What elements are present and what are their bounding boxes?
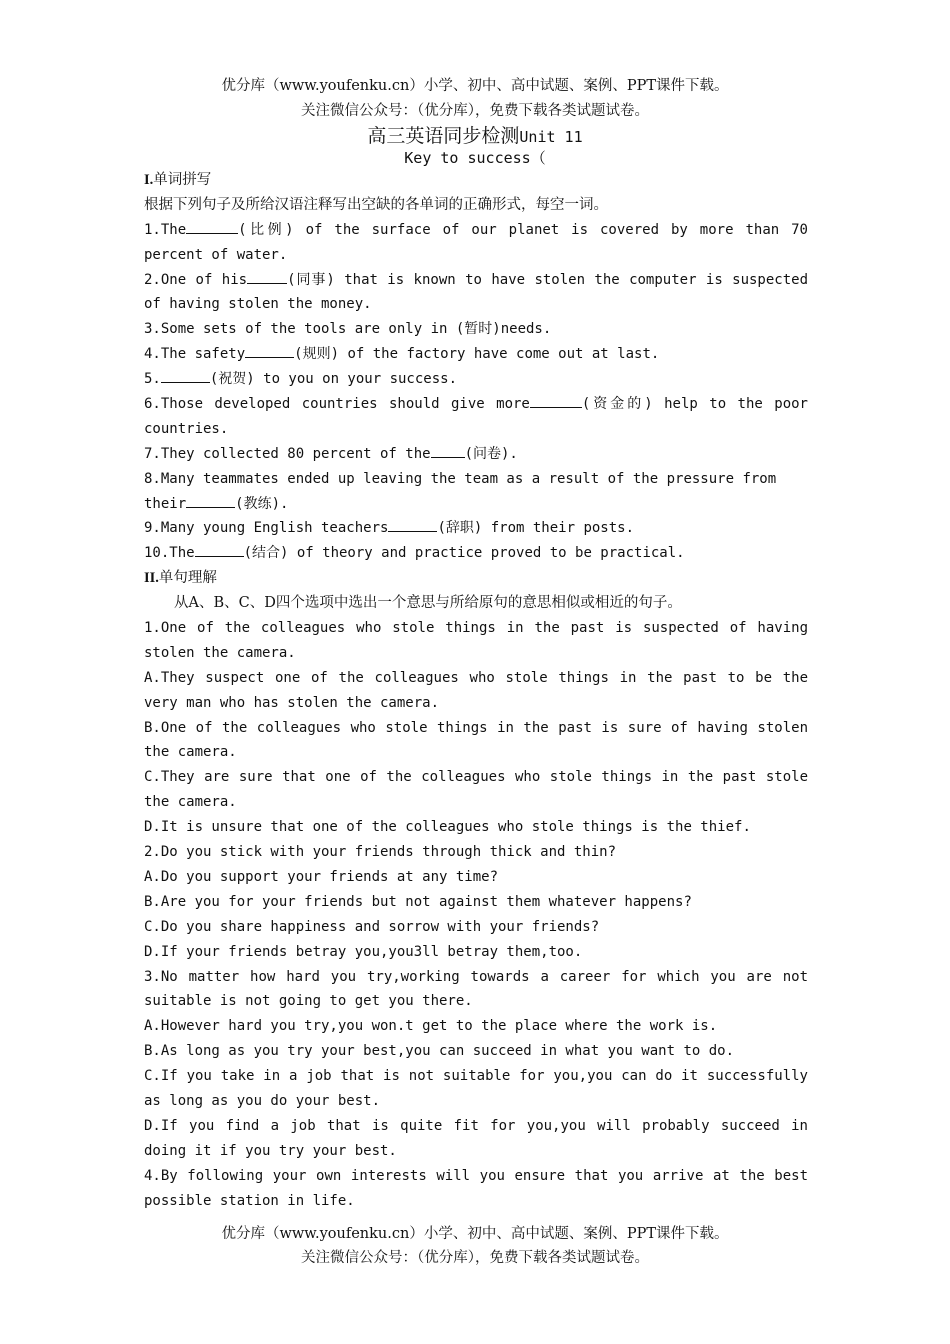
section-1-heading: I.单词拼写 — [144, 172, 212, 188]
text-line: C.They are sure that one of the colleagues who stole things in the past stole — [144, 769, 808, 786]
text-line: B.As long as you try your best,you can succeed in what you want to do. — [144, 1043, 735, 1060]
text-line: suitable is not going to get you there. — [144, 993, 473, 1010]
question-5: 5. (祝贺) to you on your success. — [144, 367, 808, 392]
text-line: A.However hard you try,you won.t get to the place where the work is. — [144, 1018, 718, 1035]
text-line: possible station in life. — [144, 1192, 355, 1209]
question-8: 8.Many teammates ended up leaving the team as a result of the pressure from — [144, 470, 777, 487]
question-10: 10.The (结合) of theory and practice proved to be practical. — [144, 541, 808, 566]
section-1-instruction: 根据下列句子及所给汉语注释写出空缺的各单词的正确形式，每空一词。 — [144, 196, 608, 213]
question-6-continued: countries. — [144, 420, 229, 437]
answer-blank[interactable] — [431, 442, 465, 458]
text-line: doing it if you try your best. — [144, 1142, 397, 1159]
title-unit: Unit 11 — [519, 128, 583, 146]
text-line: B.One of the colleagues who stole things in the past is sure of having stolen — [144, 719, 808, 736]
page-subtitle: Key to success（ — [404, 149, 546, 167]
page-title — [0, 121, 950, 148]
answer-blank[interactable] — [245, 342, 294, 358]
document-body — [144, 168, 808, 1213]
answer-blank[interactable] — [195, 541, 244, 557]
text-line: 2.Do you stick with your friends through thick and thin? — [144, 844, 617, 861]
question-9: 9.Many young English teachers (辞职) from their posts. — [144, 516, 808, 541]
text-line: B.Are you for your friends but not against them whatever happens? — [144, 893, 692, 910]
question-2: 2.One of his (同事) that is known to have stolen the computer is suspected — [144, 268, 808, 293]
question-4: 4.The safety (规则) of the factory have come out at last. — [144, 342, 808, 367]
answer-blank[interactable] — [161, 367, 210, 383]
answer-blank[interactable] — [247, 268, 287, 284]
text-line: D.If you find a job that is quite fit for you,you will probably succeed in — [144, 1117, 808, 1134]
text-line: 1.One of the colleagues who stole things in the past is suspected of having — [144, 620, 808, 637]
text-line: A.Do you support your friends at any time? — [144, 868, 499, 885]
text-line: the camera. — [144, 744, 237, 761]
text-line: as long as you do your best. — [144, 1092, 381, 1109]
answer-blank[interactable] — [186, 492, 235, 508]
header-line-2: 关注微信公众号：（优分库），免费下载各类试题试卷。 — [301, 103, 649, 119]
answer-blank[interactable] — [388, 516, 437, 532]
answer-blank[interactable] — [186, 218, 238, 234]
question-1-continued: percent of water. — [144, 246, 288, 263]
text-line: D.If your friends betray you,you3ll betray them,too. — [144, 943, 583, 960]
text-line: 4.By following your own interests will you ensure that you arrive at the best — [144, 1167, 808, 1184]
question-7: 7.They collected 80 percent of the (问卷). — [144, 442, 808, 467]
text-line: very man who has stolen the camera. — [144, 694, 440, 711]
question-3: 3.Some sets of the tools are only in (暂时)needs. — [144, 321, 552, 338]
footer-line-2: 关注微信公众号：（优分库），免费下载各类试题试卷。 — [301, 1250, 649, 1266]
section-2-heading: II.单句理解 — [144, 570, 217, 587]
text-line: the camera. — [144, 794, 237, 811]
question-2-continued: of having stolen the money. — [144, 296, 372, 313]
text-line: D.It is unsure that one of the colleagues who stole things is the thief. — [144, 819, 751, 836]
question-8-continued: their (教练). — [144, 492, 808, 517]
header-line-1: 优分库（www.youfenku.cn）小学、初中、高中试题、案例、PPT课件下载。 — [221, 78, 729, 94]
text-line: A.They suspect one of the colleagues who stole things in the past to be the — [144, 669, 808, 686]
section-2-instruction: 从A、B、C、D四个选项中选出一个意思与所给原句的意思相似或相近的句子。 — [174, 595, 682, 612]
text-line: C.If you take in a job that is not suitable for you,you can do it successfully — [144, 1068, 808, 1085]
question-6: 6.Those developed countries should give more (资金的) help to the poor — [144, 392, 808, 417]
text-line: stolen the camera. — [144, 644, 296, 661]
answer-blank[interactable] — [530, 392, 582, 408]
text-line: C.Do you share happiness and sorrow with your friends? — [144, 918, 600, 935]
text-line: 3.No matter how hard you try,working towards a career for which you are not — [144, 968, 808, 985]
title-chinese: 高三英语同步检测 — [367, 125, 520, 147]
question-1: 1.The (比例) of the surface of our planet is covered by more than 70 — [144, 218, 808, 243]
footer-line-1: 优分库（www.youfenku.cn）小学、初中、高中试题、案例、PPT课件下载。 — [221, 1226, 729, 1242]
